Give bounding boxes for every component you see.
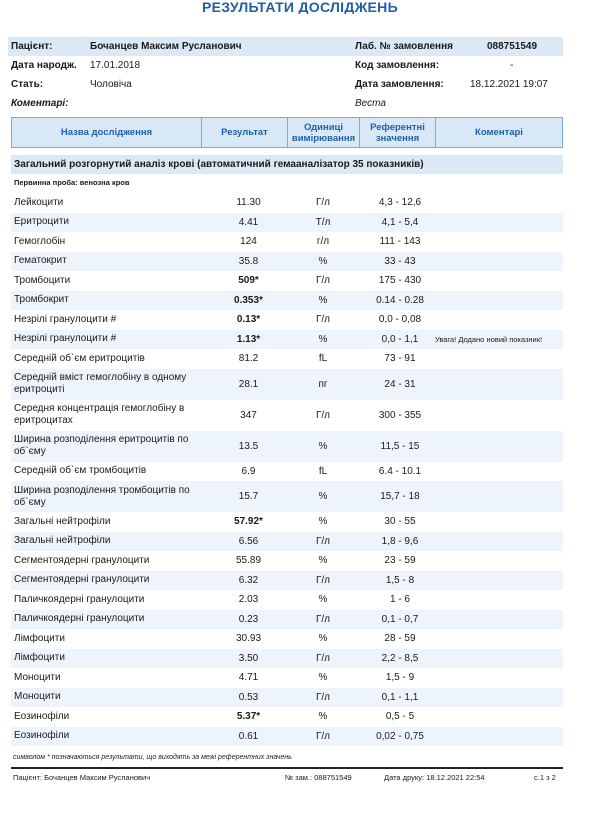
page-footer xyxy=(13,772,563,784)
reference-range: 6.4 - 10.1 xyxy=(378,465,422,477)
test-name: Тромбоцити xyxy=(14,274,71,286)
result-value: 3.50 xyxy=(238,652,259,664)
result-value: 347 xyxy=(240,409,257,421)
unit: Г/л xyxy=(315,652,331,664)
footer-print-date: Дата друку: 18.12.2021 22:54 xyxy=(384,773,485,782)
unit: Г/л xyxy=(315,691,331,703)
table-row xyxy=(11,481,563,512)
result-value: 4.41 xyxy=(238,216,259,228)
section-title: Загальний розгорнутий аналіз крові (автоматичний гемааналізатор 35 показників) xyxy=(11,155,563,174)
unit: Т/л xyxy=(315,216,331,228)
table-row xyxy=(11,232,563,252)
unit: % xyxy=(318,255,328,267)
table-row xyxy=(11,512,563,532)
result-value: 57.92* xyxy=(234,516,263,528)
lab-order-number: 088751549 xyxy=(487,41,538,52)
reference-range: 23 - 59 xyxy=(384,555,416,567)
table-row xyxy=(11,431,563,462)
reference-range: 0,1 - 1,1 xyxy=(381,691,419,703)
unit: Г/л xyxy=(315,314,331,326)
reference-range: 33 - 43 xyxy=(384,255,416,267)
footer-order-number: № зам.: 088751549 xyxy=(285,773,352,782)
test-name: Паличкоядерні гранулоцити xyxy=(14,593,145,605)
unit: fL xyxy=(318,465,328,477)
comment xyxy=(435,213,560,233)
test-name: Еритроцити xyxy=(14,216,69,228)
results-table-body xyxy=(11,193,563,746)
comment xyxy=(435,369,560,400)
result-value: 5.37* xyxy=(236,711,261,723)
reference-range: 24 - 31 xyxy=(384,378,416,390)
table-row xyxy=(11,310,563,330)
reference-range: 0.14 - 0.28 xyxy=(376,294,424,306)
dob-value: 17.01.2018 xyxy=(90,60,141,71)
col-header-test-name: Назва дослідження xyxy=(12,118,202,147)
reference-range: 4,1 - 5,4 xyxy=(381,216,419,228)
test-name: Сегментоядерні гранулоцити xyxy=(14,554,150,566)
result-value: 0.23 xyxy=(238,613,259,625)
table-row xyxy=(11,532,563,552)
unit: Г/л xyxy=(315,574,331,586)
table-row xyxy=(11,213,563,233)
test-name: Ширина розподілення еритроцитів по об`єму xyxy=(14,434,189,457)
test-name: Гематокрит xyxy=(14,255,67,267)
comment xyxy=(435,668,560,688)
test-name: Середній об`єм еритроцитів xyxy=(14,352,145,364)
table-row xyxy=(11,551,563,571)
comment xyxy=(435,431,560,462)
unit: % xyxy=(318,672,328,684)
comment xyxy=(435,649,560,669)
reference-range: 11,5 - 15 xyxy=(380,440,420,452)
table-row xyxy=(11,400,563,431)
unit: % xyxy=(318,516,328,528)
col-header-reference: Референтні значення xyxy=(360,118,436,147)
reference-range: 0,02 - 0,75 xyxy=(376,730,424,742)
table-row xyxy=(11,369,563,400)
result-value: 6.9 xyxy=(241,465,256,477)
comments-row xyxy=(8,94,563,113)
table-row xyxy=(11,330,563,350)
table-row xyxy=(11,707,563,727)
result-value: 6.32 xyxy=(238,574,259,586)
comment xyxy=(435,532,560,552)
reference-range: 175 - 430 xyxy=(378,275,422,287)
comment xyxy=(435,707,560,727)
sex-label: Стать: xyxy=(11,79,44,90)
table-row xyxy=(11,649,563,669)
test-name: Моноцити xyxy=(14,671,61,683)
order-code-label: Код замовлення: xyxy=(355,60,440,71)
table-row xyxy=(11,252,563,272)
table-row xyxy=(11,668,563,688)
comment xyxy=(435,349,560,369)
reference-range: 1,5 - 9 xyxy=(385,672,415,684)
result-value: 15.7 xyxy=(238,491,259,502)
comment xyxy=(435,629,560,649)
test-name: Загальні нейтрофіли xyxy=(14,515,111,527)
unit: % xyxy=(318,711,328,723)
result-value: 55.89 xyxy=(235,555,262,567)
footnote: символом * позначаються результати, що виходять за межі референтних значень xyxy=(13,754,292,761)
comment xyxy=(435,252,560,272)
result-value: 1.13* xyxy=(236,333,261,345)
comment xyxy=(435,590,560,610)
table-row xyxy=(11,462,563,482)
unit: % xyxy=(318,294,328,306)
footer-divider xyxy=(11,767,563,769)
test-name: Еозинофіли xyxy=(14,730,70,742)
comment xyxy=(435,271,560,291)
col-header-comments: Коментарі xyxy=(475,127,523,138)
dob-label: Дата народж. xyxy=(11,60,77,71)
result-value: 2.03 xyxy=(238,594,259,606)
report-title: РЕЗУЛЬТАТИ ДОСЛІДЖЕНЬ xyxy=(202,0,398,14)
reference-range: 28 - 59 xyxy=(384,633,416,645)
comment xyxy=(435,512,560,532)
test-name: Паличкоядерні гранулоцити xyxy=(14,613,145,625)
table-row xyxy=(11,571,563,591)
patient-name: Бочанцев Максим Русланович xyxy=(90,41,242,52)
table-row xyxy=(11,193,563,213)
reference-range: 1,8 - 9,6 xyxy=(381,535,419,547)
reference-range: 1,5 - 8 xyxy=(385,574,415,586)
test-name: Сегментоядерні гранулоцити xyxy=(14,574,150,586)
result-value: 28.1 xyxy=(238,378,259,390)
result-value: 0.61 xyxy=(238,730,259,742)
result-value: 4.71 xyxy=(238,672,259,684)
reference-range: 73 - 91 xyxy=(384,353,416,365)
unit: Г/л xyxy=(315,730,331,742)
test-name: Лімфоцити xyxy=(14,632,65,644)
comment xyxy=(435,400,560,431)
table-row xyxy=(11,291,563,311)
reference-range: 0,1 - 0,7 xyxy=(381,613,419,625)
result-value: 6.56 xyxy=(238,535,259,547)
comment xyxy=(435,310,560,330)
table-row xyxy=(11,271,563,291)
sex-row xyxy=(8,75,563,94)
unit: Г/л xyxy=(315,197,331,209)
reference-range: 111 - 143 xyxy=(379,236,421,248)
dob-row xyxy=(8,56,563,75)
reference-range: 0,0 - 0,08 xyxy=(378,314,422,326)
patient-label: Пацієнт: xyxy=(11,41,53,52)
unit: % xyxy=(318,440,328,452)
test-name: Моноцити xyxy=(14,691,61,703)
footer-patient: Пацієнт: Бочанцев Максим Русланович xyxy=(13,773,151,782)
result-value: 0.13* xyxy=(236,314,261,326)
comment xyxy=(435,551,560,571)
unit: % xyxy=(318,555,328,567)
test-name: Загальні нейтрофіли xyxy=(14,535,111,547)
footer-page-number: с.1 з 2 xyxy=(534,773,556,782)
unit: пг xyxy=(318,378,328,390)
unit: % xyxy=(318,594,328,606)
unit: Г/л xyxy=(315,409,331,421)
specimen-label: Первинна проба: венозна кров xyxy=(14,178,130,187)
reference-range: 30 - 55 xyxy=(384,516,416,528)
result-value: 124 xyxy=(240,236,257,248)
comment-value: Веста xyxy=(355,98,386,109)
table-row xyxy=(11,688,563,708)
test-name: Середній вміст гемоглобіну в одному еритроциті xyxy=(14,372,187,395)
comment xyxy=(435,232,560,252)
comment xyxy=(435,193,560,213)
result-value: 30.93 xyxy=(235,633,262,645)
comment xyxy=(435,727,560,747)
col-header-result: Результат xyxy=(202,118,288,147)
reference-range: 1 - 6 xyxy=(389,594,410,606)
order-date-label: Дата замовлення: xyxy=(355,79,444,90)
reference-range: 15,7 - 18 xyxy=(380,491,420,502)
reference-range: 300 - 355 xyxy=(378,409,422,421)
unit: % xyxy=(318,633,328,645)
table-row xyxy=(11,349,563,369)
patient-row xyxy=(8,37,563,56)
comment xyxy=(435,571,560,591)
comment xyxy=(435,291,560,311)
reference-range: 4,3 - 12,6 xyxy=(378,197,422,209)
sex-value: Чоловіча xyxy=(90,79,132,90)
table-row xyxy=(11,590,563,610)
result-value: 11.30 xyxy=(236,197,261,209)
result-value: 35.8 xyxy=(238,255,259,267)
result-value: 509* xyxy=(238,275,259,287)
test-name: Тромбокрит xyxy=(14,294,69,306)
test-name: Ширина розподілення тромбоцитів по об`єму xyxy=(14,484,190,508)
test-name: Лімфоцити xyxy=(14,652,65,664)
unit: fL xyxy=(318,353,328,365)
comment xyxy=(435,610,560,630)
unit: % xyxy=(318,491,328,502)
comments-label: Коментарі: xyxy=(11,98,69,109)
unit: Г/л xyxy=(315,275,331,287)
comment: Увага! Додано новий показник! xyxy=(435,334,543,344)
test-name: Незрілі гранулоцити # xyxy=(14,313,117,325)
col-header-units: Одиниці вимірювання xyxy=(288,118,360,147)
reference-range: 0,5 - 5 xyxy=(385,711,415,723)
unit: г/л xyxy=(316,236,330,248)
reference-range: 0,0 - 1,1 xyxy=(381,333,419,345)
result-value: 0.353* xyxy=(234,294,263,306)
test-name: Середня концентрація гемоглобіну в еритроцитах xyxy=(14,403,185,426)
result-value: 81.2 xyxy=(238,353,259,365)
table-row xyxy=(11,727,563,747)
comment xyxy=(435,688,560,708)
unit: Г/л xyxy=(315,535,331,547)
table-row xyxy=(11,629,563,649)
reference-range: 2,2 - 8,5 xyxy=(381,652,419,664)
unit: % xyxy=(318,333,328,345)
lab-order-label: Лаб. № замовлення xyxy=(355,41,453,52)
unit: Г/л xyxy=(315,613,331,625)
comment xyxy=(435,462,560,482)
test-name: Еозинофіли xyxy=(14,710,70,722)
order-code-value: - xyxy=(510,60,514,71)
test-name: Лейкоцити xyxy=(14,196,64,208)
test-name: Гемоглобін xyxy=(14,235,66,247)
order-date-value: 18.12.2021 19:07 xyxy=(470,79,548,90)
test-name: Середній об`єм тромбоцитів xyxy=(14,465,147,477)
table-row xyxy=(11,610,563,630)
result-value: 13.5 xyxy=(238,440,259,452)
comment xyxy=(435,481,560,512)
results-table-header xyxy=(11,117,563,148)
result-value: 0.53 xyxy=(238,691,259,703)
test-name: Незрілі гранулоцити # xyxy=(14,333,117,345)
